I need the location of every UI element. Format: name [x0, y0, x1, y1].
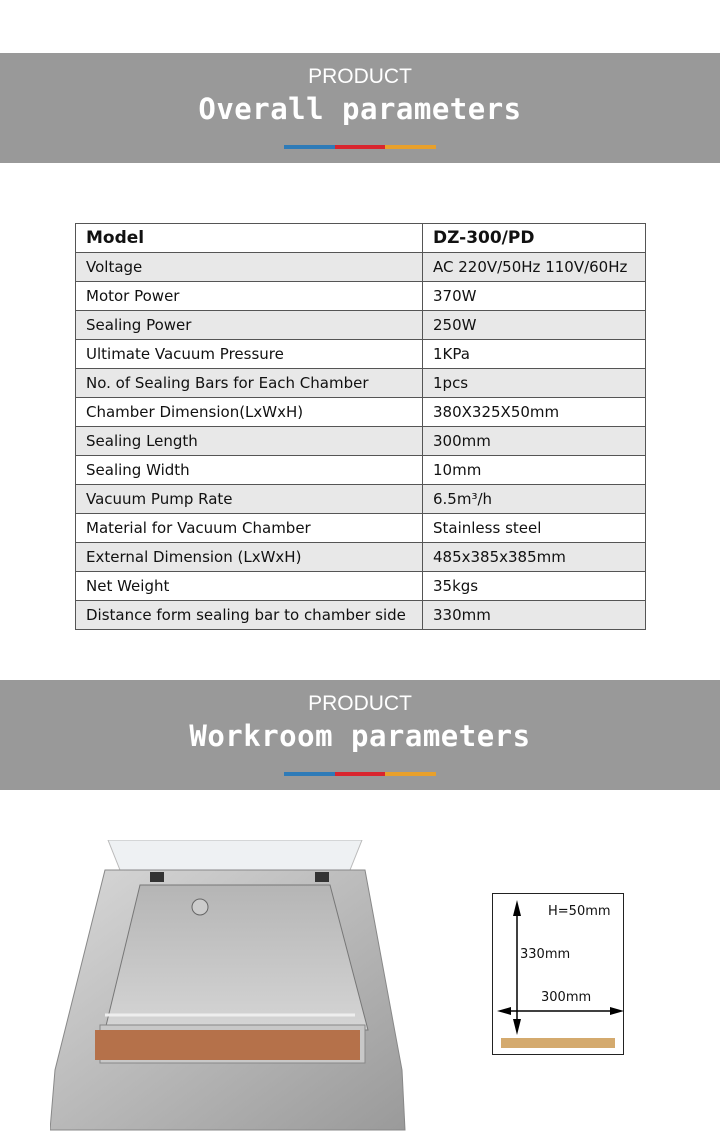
header-cell: DZ-300/PD [423, 224, 646, 253]
parameters-table [75, 223, 646, 630]
parameter-cell: Sealing Power [76, 311, 423, 340]
parameter-cell: External Dimension (LxWxH) [76, 543, 423, 572]
table-header-row [76, 224, 646, 253]
parameter-cell: Net Weight [76, 572, 423, 601]
parameter-cell: Sealing Width [76, 456, 423, 485]
banner-subtitle: PRODUCT [308, 65, 412, 88]
table-row [76, 456, 646, 485]
value-cell: 300mm [423, 427, 646, 456]
value-cell: 485x385x385mm [423, 543, 646, 572]
value-cell: 250W [423, 311, 646, 340]
table-row [76, 427, 646, 456]
chamber-dimension-diagram [492, 893, 624, 1055]
banner-title: Workroom parameters [189, 719, 531, 753]
value-cell: 380X325X50mm [423, 398, 646, 427]
height-label: H=50mm [548, 904, 611, 919]
table-row [76, 253, 646, 282]
value-cell: 330mm [423, 601, 646, 630]
table-row [76, 601, 646, 630]
header-cell: Model [76, 224, 423, 253]
table-row [76, 485, 646, 514]
parameter-cell: Voltage [76, 253, 423, 282]
value-cell: 370W [423, 282, 646, 311]
value-cell: AC 220V/50Hz 110V/60Hz [423, 253, 646, 282]
table-row [76, 369, 646, 398]
parameter-cell: Chamber Dimension(LxWxH) [76, 398, 423, 427]
table-row [76, 340, 646, 369]
table-row [76, 311, 646, 340]
table-row [76, 514, 646, 543]
banner-title: Overall parameters [198, 92, 522, 126]
vacuum-chamber-photo [50, 840, 410, 1146]
parameter-cell: Material for Vacuum Chamber [76, 514, 423, 543]
table-row [76, 398, 646, 427]
table-row [76, 572, 646, 601]
value-cell: 10mm [423, 456, 646, 485]
value-cell: 35kgs [423, 572, 646, 601]
width-label: 300mm [541, 990, 592, 1005]
value-cell: 1KPa [423, 340, 646, 369]
accent-bar [284, 772, 436, 776]
parameter-cell: Ultimate Vacuum Pressure [76, 340, 423, 369]
workroom-parameters-banner [0, 680, 720, 790]
parameter-cell: Motor Power [76, 282, 423, 311]
value-cell: Stainless steel [423, 514, 646, 543]
parameter-cell: No. of Sealing Bars for Each Chamber [76, 369, 423, 398]
overall-parameters-banner [0, 53, 720, 163]
banner-subtitle: PRODUCT [308, 692, 412, 715]
parameter-cell: Sealing Length [76, 427, 423, 456]
table-row [76, 543, 646, 572]
parameter-cell: Distance form sealing bar to chamber side [76, 601, 423, 630]
value-cell: 1pcs [423, 369, 646, 398]
value-cell: 6.5m³/h [423, 485, 646, 514]
length-label: 330mm [520, 947, 571, 962]
accent-bar [284, 145, 436, 149]
table-row [76, 282, 646, 311]
parameter-cell: Vacuum Pump Rate [76, 485, 423, 514]
